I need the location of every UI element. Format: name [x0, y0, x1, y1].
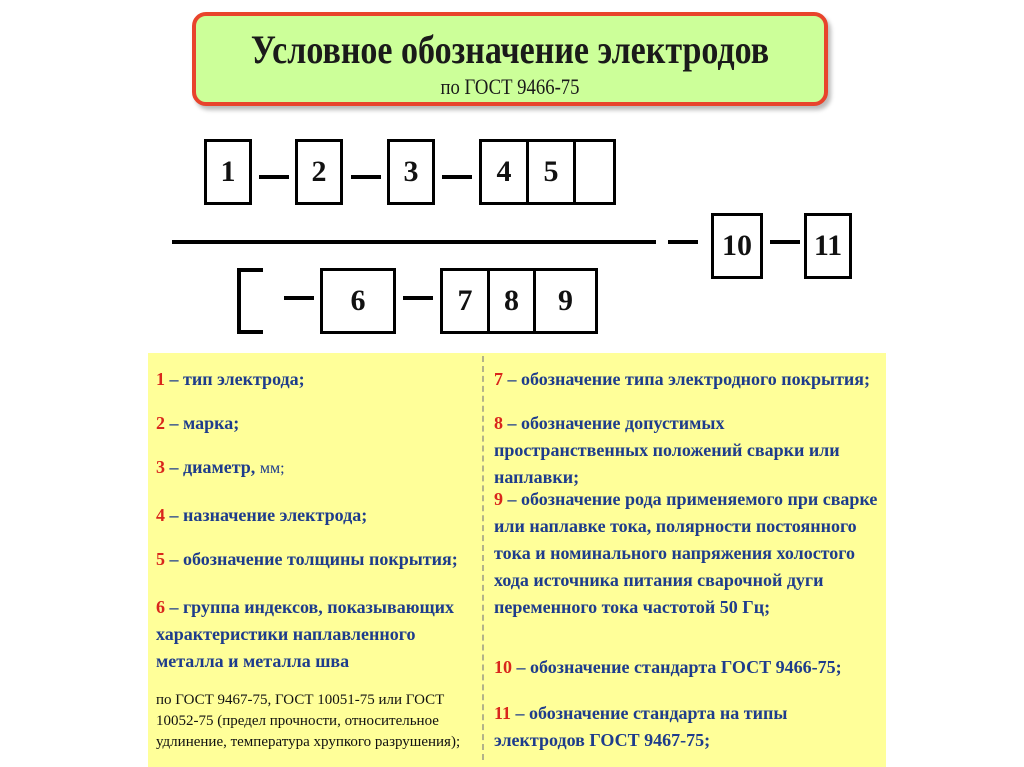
- page-subtitle: по ГОСТ 9466-75: [440, 74, 580, 99]
- box-empty-label: [576, 142, 613, 202]
- legend-num: 10: [494, 657, 512, 677]
- box-6: [320, 268, 396, 334]
- dash: [284, 296, 314, 300]
- fraction-line: [172, 240, 656, 244]
- title-banner: [192, 12, 828, 106]
- bracket-bottom: [237, 330, 263, 334]
- legend-num: 2: [156, 413, 165, 433]
- legend-num: 6: [156, 597, 165, 617]
- legend-text: – тип электрода;: [165, 369, 305, 389]
- legend-text: – обозначение толщины покрытия;: [165, 549, 458, 569]
- legend-item-8: [494, 410, 879, 491]
- page-title: Условное обозначение электродов: [250, 27, 770, 72]
- legend-text: – обозначение стандарта ГОСТ 9466-75;: [512, 657, 842, 677]
- box-11: [804, 213, 852, 279]
- legend-num: 11: [494, 703, 512, 723]
- box-2-label: 2: [311, 155, 327, 188]
- box-10-label: 10: [722, 229, 752, 262]
- dash: [403, 296, 433, 300]
- legend-num: 9: [494, 489, 503, 509]
- box-9-label: 9: [558, 284, 573, 317]
- box-group-4-5: [479, 139, 616, 205]
- legend-num: 8: [494, 413, 503, 433]
- box-6-label: 6: [350, 284, 366, 317]
- box-2: [295, 139, 343, 205]
- dash: [770, 240, 800, 244]
- box-8-label: 8: [504, 284, 519, 317]
- legend-item-4: [156, 502, 476, 529]
- legend-item-9: [494, 486, 879, 621]
- box-11-label: 11: [813, 229, 843, 262]
- legend-text: – марка;: [165, 413, 240, 433]
- box-3: [387, 139, 435, 205]
- box-5-label: 5: [543, 155, 559, 188]
- legend-item-1: [156, 366, 476, 393]
- legend-item-2: [156, 410, 476, 437]
- legend-unit: мм;: [259, 460, 285, 477]
- legend-text: – обозначение типа электродного покрытия;: [503, 369, 871, 389]
- dash: [442, 175, 472, 179]
- legend-text: – назначение электрода;: [165, 505, 368, 525]
- legend-num: 1: [156, 369, 165, 389]
- legend-text: – обозначение стандарта на типы электродов ГОСТ 9467-75;: [494, 703, 788, 750]
- legend-num: 3: [156, 457, 165, 477]
- legend-item-11: [494, 700, 879, 754]
- legend-text: – обозначение допустимых пространственных положений сварки или наплавки;: [494, 413, 840, 487]
- box-7-label: 7: [457, 284, 473, 317]
- dash: [668, 240, 698, 244]
- legend-num: 7: [494, 369, 503, 389]
- legend-num: 4: [156, 505, 165, 525]
- legend-item-6: [156, 594, 466, 675]
- legend-item-3: [156, 454, 476, 482]
- legend-item-10: [494, 654, 879, 681]
- legend-text: – группа индексов, показывающих характеристики наплавленного металла и металла шва: [156, 597, 455, 671]
- box-1-label: 1: [220, 155, 236, 188]
- box-4-label: 4: [496, 155, 512, 188]
- box-10: [711, 213, 763, 279]
- dash: [351, 175, 381, 179]
- legend-note: по ГОСТ 9467-75, ГОСТ 10051-75 или ГОСТ 10052-75 (предел прочности, относительное удлинение, температура хрупкого разрушения);: [156, 692, 461, 750]
- bracket-vertical: [237, 268, 241, 334]
- box-3-label: 3: [403, 155, 419, 188]
- bracket-top: [237, 268, 263, 272]
- dash: [259, 175, 289, 179]
- legend-item-5: [156, 546, 476, 573]
- legend-item-7: [494, 366, 879, 393]
- legend-num: 5: [156, 549, 165, 569]
- box-group-7-9: [440, 268, 598, 334]
- legend-text: – диаметр,: [165, 457, 260, 477]
- legend-text: – обозначение рода применяемого при сварке или наплавке тока, полярности постоянного тока и номинального напряжения холостого хода источника питания сварочной дуги переменного тока частотой 50 Гц;: [494, 489, 878, 617]
- box-1: [204, 139, 252, 205]
